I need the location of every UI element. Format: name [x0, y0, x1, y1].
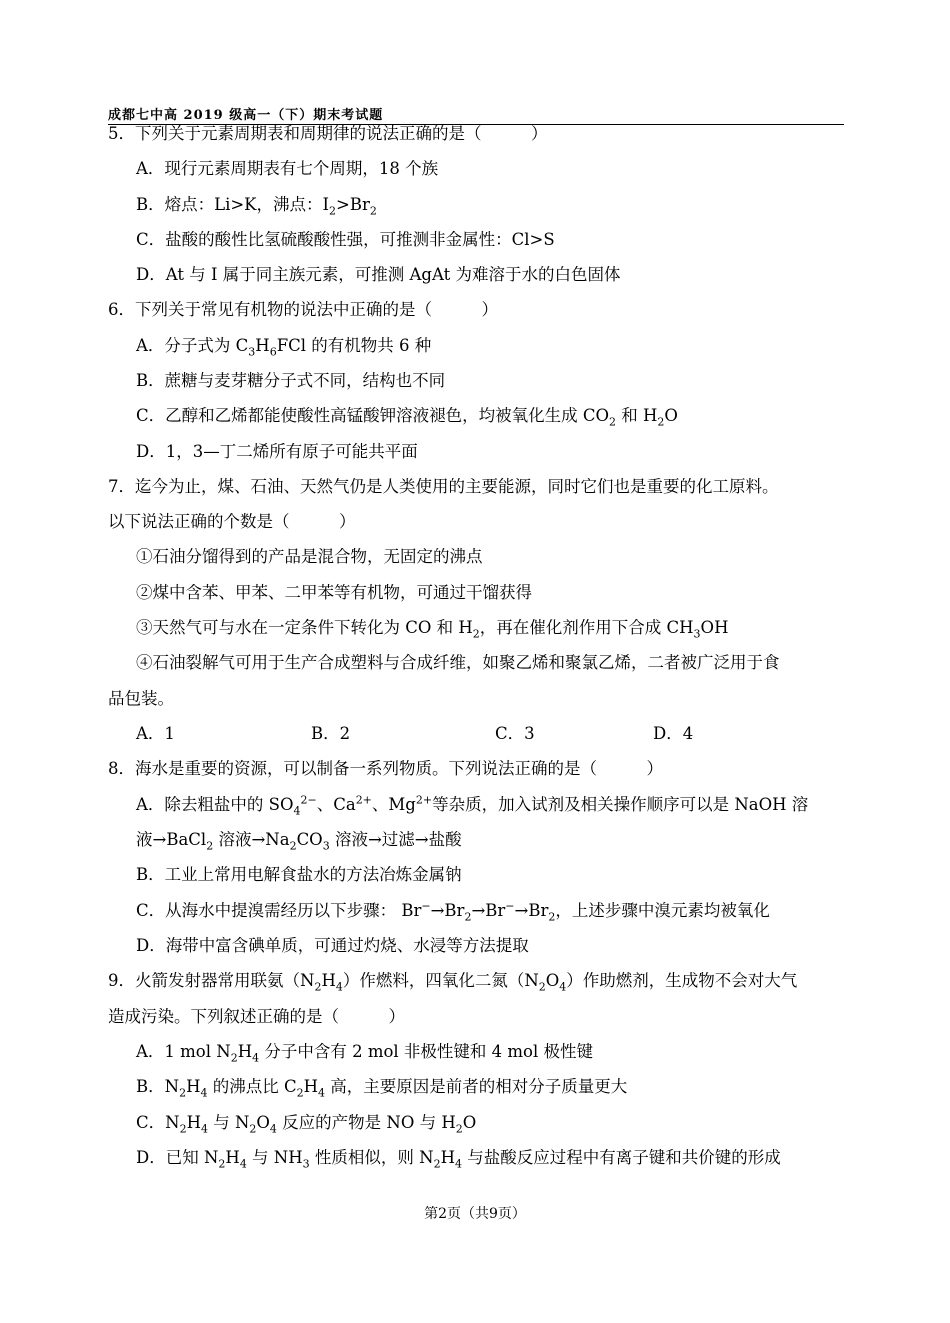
- q9-option-a: A．1 mol $N_2H_4$ 分子中含有 2 mol 非极性键和 4 mol 极性键: [136, 1042, 594, 1065]
- q7-item-1: ①石油分馏得到的产品是混合物，无固定的沸点: [136, 547, 483, 566]
- q6-option-d: D．1，3—丁二烯所有原子可能共平面: [136, 442, 418, 461]
- q7-option-c: C．3: [495, 724, 535, 743]
- q9-option-d: D．已知 $N_2H_4$ 与 $NH_3$ 性质相似，则 $N_2H_4$ 与盐酸反应过程中有离子键和共价键的形成: [136, 1148, 781, 1171]
- q7-stem-line2: 以下说法正确的个数是（ ）: [108, 512, 356, 531]
- q7-option-b: B．2: [311, 724, 351, 743]
- q7-option-d: D．4: [653, 724, 694, 743]
- q7-item-4-line2: 品包装。: [108, 689, 174, 708]
- q9-stem-line2: 造成污染。下列叙述正确的是（ ）: [108, 1007, 405, 1026]
- page-footer: 第2页（共9页）: [424, 1206, 526, 1222]
- q6-option-c: C．乙醇和乙烯都能使酸性高锰酸钾溶液褪色，均被氧化生成 $CO_2$ 和 $H_2O$: [136, 406, 678, 429]
- q7-item-3: ③天然气可与水在一定条件下转化为 CO 和 $H_2$，再在催化剂作用下合成 $CH_3OH$: [136, 618, 729, 641]
- q6-option-b: B．蔗糖与麦芽糖分子式不同，结构也不同: [136, 371, 446, 390]
- q7-option-a: A．1: [136, 724, 175, 743]
- q8-option-b: B．工业上常用电解食盐水的方法冶炼金属钠: [136, 865, 462, 884]
- q8-option-a-line2: 液→BaCl$_2$ 溶液$\to Na_2CO_3$ 溶液→过滤→盐酸: [136, 830, 462, 853]
- exam-header: 成都七中高 2019 级高一（下）期末考试题: [108, 104, 844, 125]
- q5-stem: 5．下列关于元素周期表和周期律的说法正确的是（ ）: [108, 124, 548, 143]
- q8-option-c: C．从海水中提溴需经历以下步骤： $Br^-\to Br_2\to Br^-\to Br_2$，上述步骤中溴元素均被氧化: [136, 899, 770, 924]
- q8-stem: 8．海水是重要的资源，可以制备一系列物质。下列说法正确的是（ ）: [108, 759, 663, 778]
- q5-option-a: A．现行元素周期表有七个周期，18 个族: [136, 159, 439, 178]
- q8-option-d: D．海带中富含碘单质，可通过灼烧、水浸等方法提取: [136, 936, 529, 955]
- q5-option-d: D．At 与 I 属于同主族元素，可推测 AgAt 为难溶于水的白色固体: [136, 265, 621, 284]
- q5-option-c: C．盐酸的酸性比氢硫酸酸性强，可推测非金属性：Cl>S: [136, 230, 555, 249]
- q9-option-b: B．$N_2H_4$ 的沸点比 $C_2H_4$ 高，主要原因是前者的相对分子质量更大: [136, 1077, 628, 1100]
- q7-item-4-line1: ④石油裂解气可用于生产合成塑料与合成纤维，如聚乙烯和聚氯乙烯，二者被广泛用于食: [136, 653, 780, 672]
- q6-option-a: A．分子式为 $C_3H_6FCl$ 的有机物共 6 种: [136, 336, 432, 359]
- q9-stem-line1: 9．火箭发射器常用联氨$(N_2H_4)$作燃料，四氧化二氮$(N_2O_4)$作助燃剂，生成物不会对大气: [108, 971, 798, 994]
- q6-stem: 6．下列关于常见有机物的说法中正确的是（ ）: [108, 300, 498, 319]
- q7-stem-line1: 7．迄今为止，煤、石油、天然气仍是人类使用的主要能源，同时它们也是重要的化工原料。: [108, 477, 779, 496]
- q7-item-2: ②煤中含苯、甲苯、二甲苯等有机物，可通过干馏获得: [136, 583, 532, 602]
- q5-option-b: B．熔点：Li>K，沸点：$I_2>Br_2$: [136, 195, 377, 218]
- q8-option-a-line1: A．除去粗盐中的 $SO_4^{2-}$、$Ca^{2+}$、$Mg^{2+}$等杂质，加入试剂及相关操作顺序可以是 NaOH 溶: [136, 793, 809, 818]
- q9-option-c: C．$N_2H_4$ 与 $N_2O_4$ 反应的产物是 NO 与 $H_2O$: [136, 1113, 477, 1136]
